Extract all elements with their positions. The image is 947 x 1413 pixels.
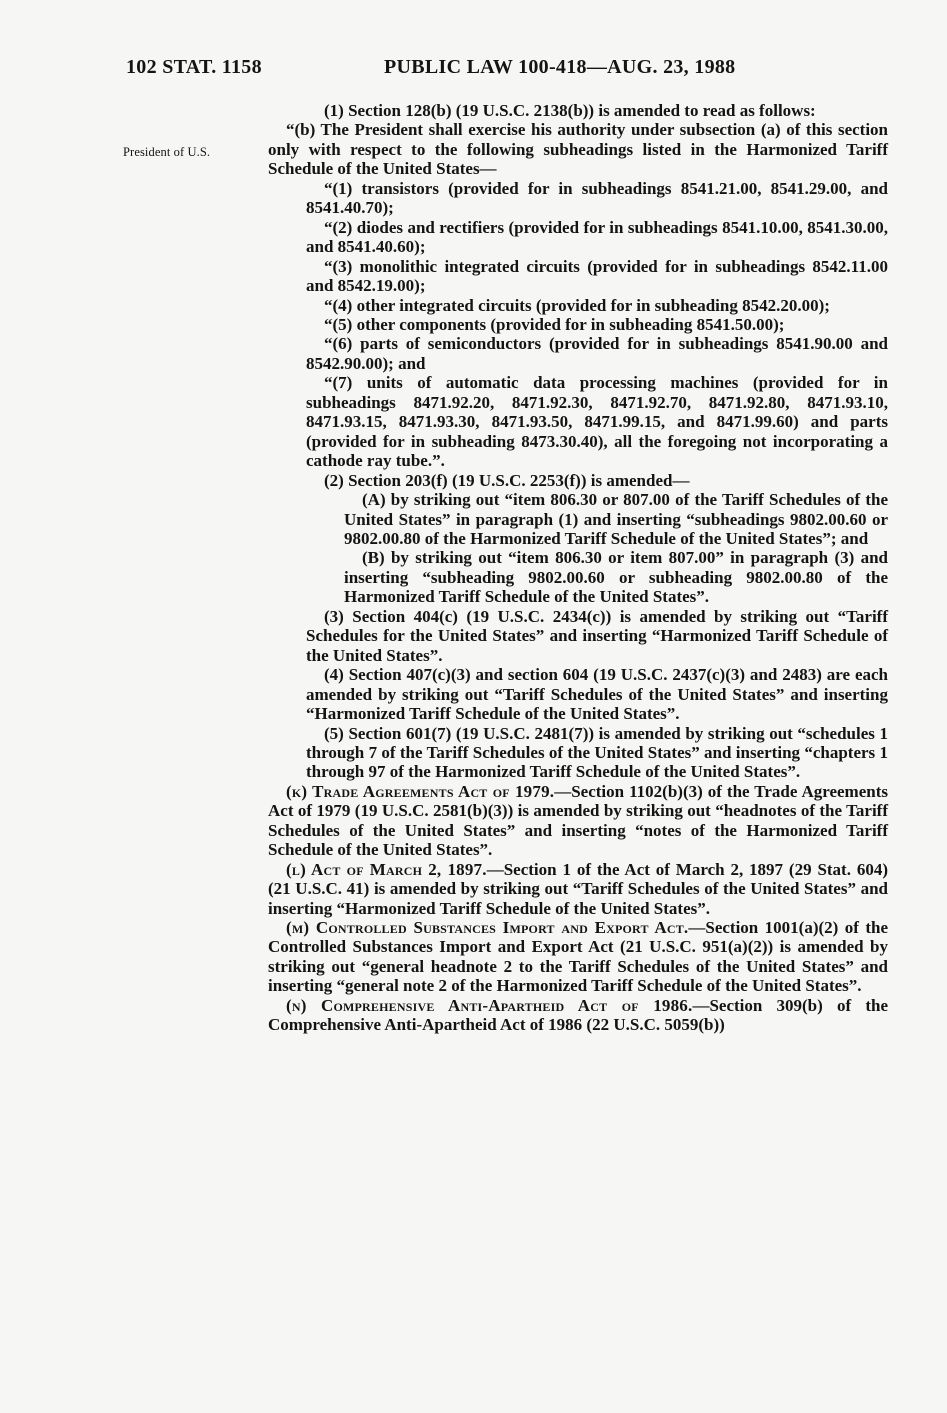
statute-page-number: 102 STAT. 1158	[126, 56, 262, 78]
paragraph: (1) Section 128(b) (19 U.S.C. 2138(b)) is amended to read as follows:	[324, 101, 816, 120]
paragraph: (A) by striking out “item 806.30 or 807.00 of the Tariff Schedules of the United States” in paragraph (1) and inserting “subheadings 9802.00.60 or 9802.00.80 of the Harmonized Tariff Schedule of the United States”; and	[344, 490, 888, 548]
section-heading: (k) Trade Agreements Act of 1979.	[286, 781, 555, 801]
section-heading: (m) Controlled Substances Import and Export Act.	[286, 918, 689, 938]
paragraph: (B) by striking out “item 806.30 or item 807.00” in paragraph (3) and inserting “subheading 9802.00.60 or subheading 9802.00.80 of the Harmonized Tariff Schedule of the United States”.	[344, 548, 888, 607]
paragraph	[268, 860, 888, 918]
paragraph: “(2) diodes and rectifiers (provided for in subheadings 8541.10.00, 8541.30.00, and 8541.40.60);	[306, 217, 888, 257]
paragraph: “(6) parts of semiconductors (provided for in subheadings 8541.90.00 and 8542.90.00); and	[306, 334, 888, 373]
public-law-title: PUBLIC LAW 100-418—AUG. 23, 1988	[384, 56, 736, 78]
paragraph: “(3) monolithic integrated circuits (provided for in subheadings 8542.11.00 and 8542.19.00);	[306, 256, 888, 296]
paragraph: (5) Section 601(7) (19 U.S.C. 2481(7)) is amended by striking out “schedules 1 through 7 of the Tariff Schedules of the United States” and inserting “chapters 1 through 97 of the Harmonized Tariff Schedule of the United States”.	[306, 723, 888, 782]
margin-note: President of U.S.	[123, 145, 211, 159]
paragraph: “(7) units of automatic data processing machines (provided for in subheadings 8471.92.20, 8471.92.30, 8471.92.70, 8471.92.80, 8471.93.10, 8471.93.15, 8471.93.30, 8471.93.50, 8471.99.15, and 8471.99.60) and parts (provided for in subheading 8473.30.40), all the foregoing not incorporating a cathode ray tube.”.	[306, 373, 888, 471]
paragraph: (4) Section 407(c)(3) and section 604 (19 U.S.C. 2437(c)(3) and 2483) are each amended by striking out “Tariff Schedules of the United States” and inserting “Harmonized Tariff Schedule of the United States”.	[306, 665, 888, 724]
paragraph: (2) Section 203(f) (19 U.S.C. 2253(f)) is amended—	[324, 470, 690, 490]
paragraph	[268, 782, 888, 860]
paragraph: “(4) other integrated circuits (provided for in subheading 8542.20.00);	[324, 295, 830, 315]
paragraph: “(5) other components (provided for in subheading 8541.50.00);	[324, 314, 785, 334]
paragraph	[268, 918, 888, 996]
document-body	[268, 101, 888, 1035]
paragraph	[268, 996, 888, 1035]
page-header	[126, 56, 887, 82]
paragraph: “(b) The President shall exercise his authority under subsection (a) of this section only with respect to the following subheadings listed in the Harmonized Tariff Schedule of the United States—	[268, 120, 888, 179]
section-text: —Section 1001(a)(2) of the Controlled Substances Import and Export Act (21 U.S.C. 951(a)(2)) is amended by striking out “general headnote 2 to the Tariff Schedules of the United States” and inserting “general note 2 of the Harmonized Tariff Schedule of the United States”.	[268, 918, 888, 996]
section-text: —Section 1 of the Act of March 2, 1897 (29 Stat. 604) (21 U.S.C. 41) is amended by striking out “Tariff Schedules of the United States” and inserting “Harmonized Tariff Schedule of the United States”.	[268, 859, 888, 918]
paragraph: (3) Section 404(c) (19 U.S.C. 2434(c)) is amended by striking out “Tariff Schedules for the United States” and inserting “Harmonized Tariff Schedule of the United States”.	[306, 606, 888, 665]
section-heading: (l) Act of March 2, 1897.	[286, 859, 487, 879]
paragraph: “(1) transistors (provided for in subheadings 8541.21.00, 8541.29.00, and 8541.40.70);	[306, 178, 888, 218]
section-heading: (n) Comprehensive Anti-Apartheid Act of 1986.	[286, 995, 693, 1015]
section-text: —Section 309(b) of the Comprehensive Anti-Apartheid Act of 1986 (22 U.S.C. 5059(b))	[268, 995, 888, 1035]
section-text: —Section 1102(b)(3) of the Trade Agreements Act of 1979 (19 U.S.C. 2581(b)(3)) is amended by striking out “headnotes of the Tariff Schedules of the United States” and inserting “notes of the Harmonized Tariff Schedule of the United States”.	[268, 781, 888, 860]
